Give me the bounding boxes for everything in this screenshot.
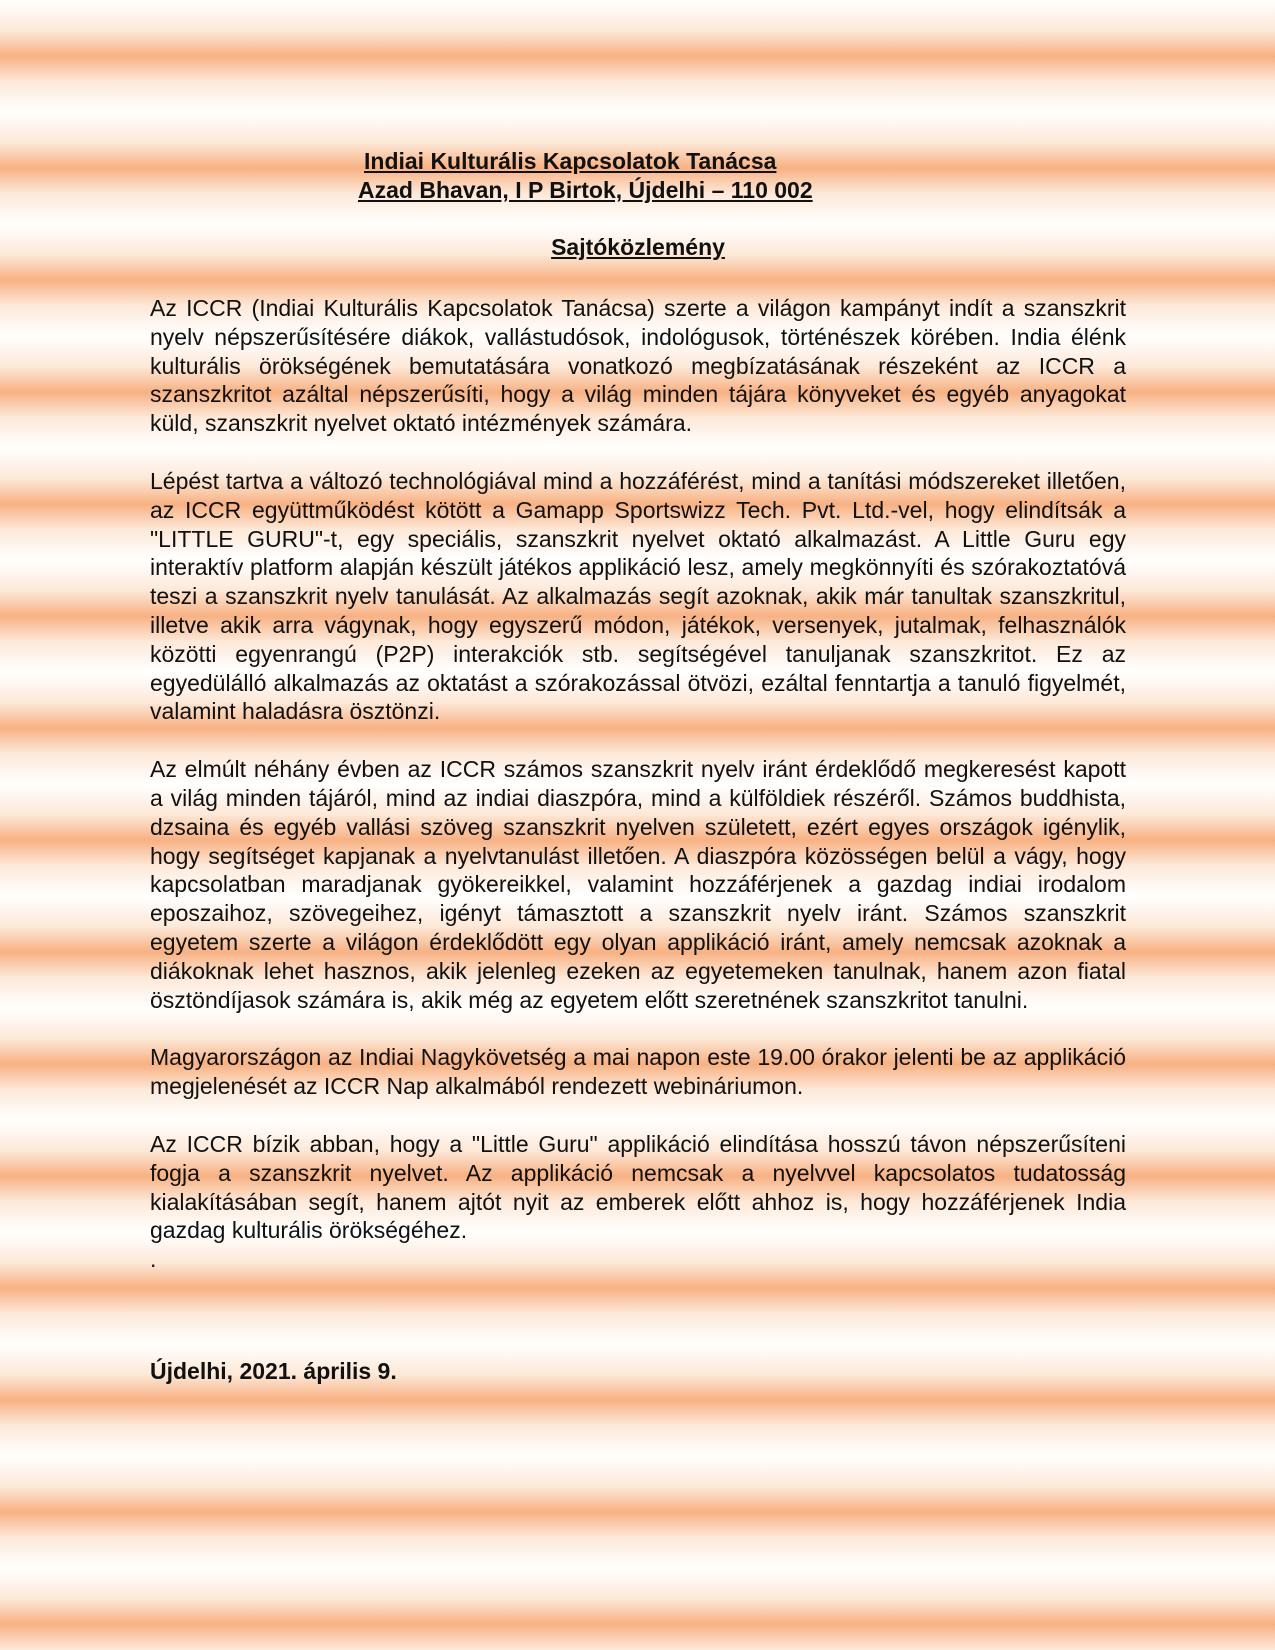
paragraph-5: Az ICCR bízik abban, hogy a "Little Guru" applikáció elindítása hosszú távon népszerűsíteni fogja a szanszkrit nyelvet. Az applikáció nemcsak a nyelvvel kapcsolatos tudatosság kialakításában segít, hanem ajtót nyit az emberek előtt ahhoz is, hogy hozzáférjenek India gazdag kulturális örökségéhez. (150, 1130, 1126, 1244)
paragraph-2: Lépést tartva a változó technológiával mind a hozzáférést, mind a tanítási módszereket illetően, az ICCR együttműködést kötött a Gamapp Sportswizz Tech. Pvt. Ltd.-vel, hogy elindítsák a "LITTLE GURU"-t, egy speciális, szanszkrit nyelvet oktató alkalmazást. A Little Guru egy interaktív platform alapján készült játékos applikáció lesz, amely megkönnyíti és szórakoztatóvá teszi a szanszkrit nyelv tanulását. Az alkalmazás segít azoknak, akik már tanultak szanszkritul, illetve akik arra vágynak, hogy egyszerű módon, játékok, versenyek, jutalmak, felhasználók közötti egyenrangú (P2P) interakciók stb. segítségével tanuljanak szanszkritot. Ez az egyedülálló alkalmazás az oktatást a szórakozással ötvözi, ezáltal fenntartja a tanuló figyelmét, valamint haladásra ösztönzi. (150, 467, 1126, 725)
trailing-dot: . (150, 1246, 157, 1273)
date-signoff: Újdelhi, 2021. április 9. (150, 1358, 397, 1384)
paragraph-1: Az ICCR (Indiai Kulturális Kapcsolatok Tanácsa) szerte a világon kampányt indít a szanszkrit nyelv népszerűsítésére diákok, vallástudósok, indológusok, történészek körében. India élénk kulturális örökségének bemutatására vonatkozó megbízatásának részeként az ICCR a szanszkritot azáltal népszerűsíti, hogy a világ minden tájára könyveket és egyéb anyagokat küld, szanszkrit nyelvet oktató intézmények számára. (150, 295, 1126, 437)
press-release-title: Sajtóközlemény (551, 234, 725, 260)
organization-name: Indiai Kulturális Kapcsolatok Tanácsa (364, 148, 777, 174)
paragraph-3: Az elmúlt néhány évben az ICCR számos szanszkrit nyelv iránt érdeklődő megkeresést kapott a világ minden tájáról, mind az indiai diaszpóra, mind a külföldiek részéről. Számos buddhista, dzsaina és egyéb vallási szöveg szanszkrit nyelven született, ezért egyes országok igénylik, hogy segítséget kapjanak a nyelvtanulást illetően. A diaszpóra közösségen belül a vágy, hogy kapcsolatban maradjanak gyökereikkel, valamint hozzáférjenek a gazdag indiai irodalom eposzaihoz, szövegeihez, igényt támasztott a szanszkrit nyelv iránt. Számos szanszkrit egyetem szerte a világon érdeklődött egy olyan applikáció iránt, amely nemcsak azoknak a diákoknak lehet hasznos, akik jelenleg ezeken az egyetemeken tanulnak, hanem azon fiatal ösztöndíjasok számára is, akik még az egyetem előtt szeretnének szanszkritot tanulni. (150, 756, 1126, 1013)
organization-address: Azad Bhavan, I P Birtok, Újdelhi – 110 002 (358, 177, 813, 203)
press-release-body (150, 294, 1126, 1273)
paragraph-4: Magyarországon az Indiai Nagykövetség a mai napon este 19.00 órakor jelenti be az applikáció megjelenését az ICCR Nap alkalmából rendezett webináriumon. (150, 1044, 1126, 1100)
